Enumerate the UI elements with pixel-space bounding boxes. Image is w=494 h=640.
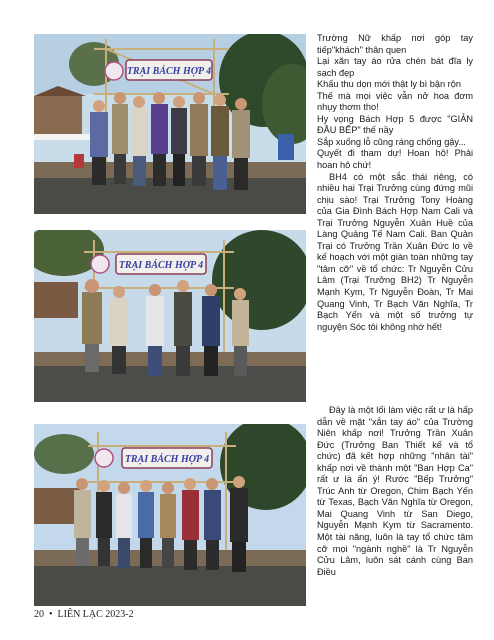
paragraph: Lại xăn tay áo rửa chén bát đĩa ly sạch đẹp: [317, 56, 473, 78]
paragraph: Đây là một lối làm việc rất ư là hấp dẫn về mặt "xắn tay áo" của Trường Niên khấp nơi! Trưởng Trần Xuân Đức (Trưởng Ban Thiết kế và tổ chức) đã kết hợp những "nhân tài" khấp nơi về thành một "Ban Hợp Ca" rất ư là ấn ý! Rước "Bếp Trưởng" Trúc Anh từ Oregon, Chim Bạch Yến từ Texas, Bạch Văn Nghĩa từ Oregon, Mai Quang Vinh từ San Diego, Nguyễn Mạnh Kym từ Sacramento. Một tài năng, luôn là tay tổ chức tâm cỡ mọi "ngành nghề" là Tr Nguyễn Cửu Lâm, luôn sát cánh cùng Ban Điều: [317, 405, 473, 577]
banner-text-3: TRẠI BÁCH HỢP 4: [124, 454, 210, 465]
article-column-bottom: [317, 405, 473, 578]
page-number: 20: [34, 609, 44, 620]
paragraph: BH4 có một sắc thái riêng, có nhiều hai Trại Trưởng cùng đứng mũi chịu sào! Trại Trưởng Tony Hoàng của Gia Đình Bách Hợp Nam Cali và Trại Trưởng Nguyễn Xuân Huề của Làng Quảng Tế Nam Cali. Ban Quản Trại có Trưởng Trần Xuân Đức lo về kế hoạch với một giàn toàn những tay "tâm cỡ" về tổ chức: Tr Nguyễn Cửu Lâm (Trại Trưởng BH2) Tr Nguyễn Mạnh Kym, Tr Nguyễn Đoàn, Tr Mai Quang Vinh, Tr Bạch Văn Nghĩa, Tr Bạch Yến và một số trưởng tự nguyện Sóc tôi không nhớ hết!: [317, 171, 473, 332]
paragraph: Trường Nữ khấp nơi góp tay tiếp"khách" thân quen: [317, 33, 473, 55]
paragraph: Quyết đi tham dự! Hoan hô! Phải hoan hô chứ!: [317, 148, 473, 171]
paragraph: Sắp xuống lỗ cũng ráng chống gậy...: [317, 136, 466, 147]
footer-bullet: •: [49, 609, 53, 620]
banner-text-1: TRẠI BÁCH HỢP 4: [126, 66, 212, 77]
group-photo-3: [34, 424, 306, 606]
paragraph: Thế mà mọi việc vẫn nở hoa đơm nhụy thơm tho!: [317, 90, 473, 113]
page-footer: [34, 609, 134, 620]
group-photo-2: [34, 230, 306, 402]
paragraph: Khấu thu dọn mới thật ly bì bận rộn: [317, 79, 461, 90]
group-photo-1: [34, 34, 306, 214]
article-column-top: [317, 33, 473, 333]
banner-text-2: TRẠI BÁCH HỢP 4: [118, 260, 204, 271]
publication-title: LIÊN LẠC 2023-2: [57, 609, 134, 620]
paragraph: Hy vọng Bách Hợp 5 được "GIẢN ĐẦU BẾP" thế nầy: [317, 113, 473, 136]
